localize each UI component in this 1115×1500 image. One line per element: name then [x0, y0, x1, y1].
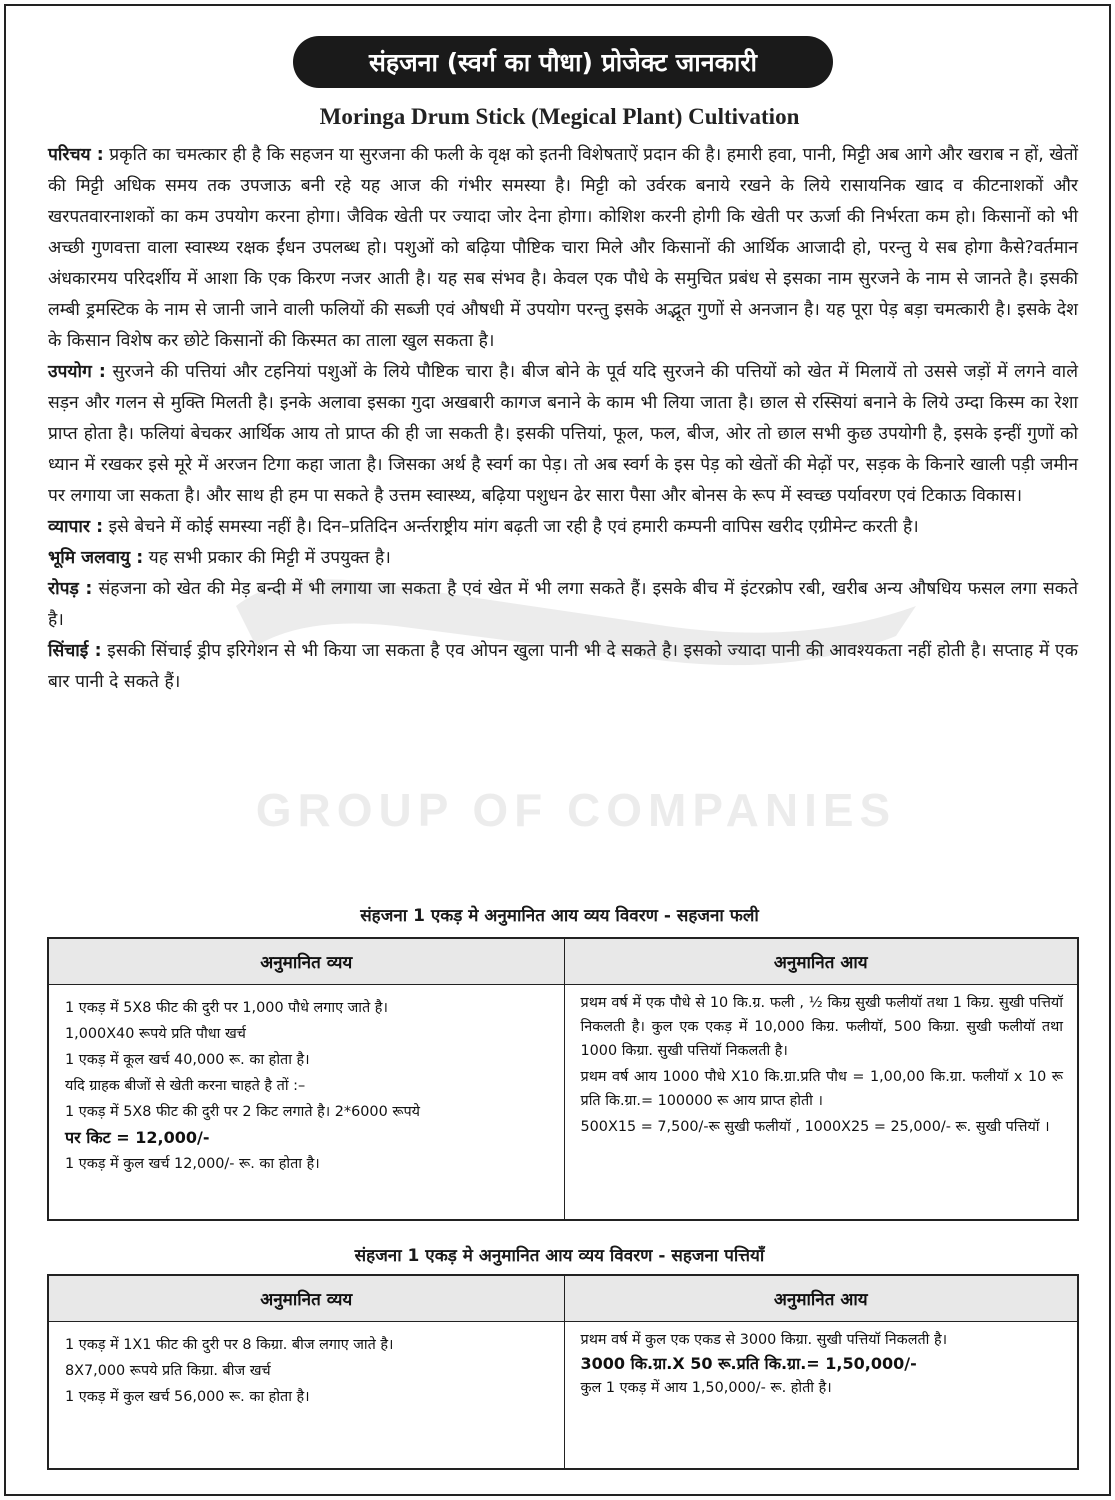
section-text: संहजना को खेत की मेड़ बन्दी में भी लगाया जा सकता है एवं खेत में भी लगा सकते हैं। इसके बीच में इंटरक्रोप रबी, खरीब अन्य औषधिय फसल लगा सकते है।	[48, 579, 1078, 630]
section-label: भूमि जलवायु :	[48, 548, 144, 568]
expense-cell	[48, 984, 564, 1220]
section-label: उपयोग :	[48, 362, 106, 382]
expense-line: 1,000X40 रूपये प्रति पौधा खर्च	[65, 1025, 246, 1042]
expense-line: 1 एकड़ में कूल खर्च 40,000 रू. का होता है।	[65, 1051, 310, 1068]
table2-caption: संहजना 1 एकड़ मे अनुमानित आय व्यय विवरण - सहजना पत्तियाँ	[354, 1246, 765, 1266]
table-row	[48, 1321, 1078, 1469]
income-cell	[564, 984, 1078, 1220]
section-label: व्यापार :	[48, 517, 104, 537]
section-text: प्रकृति का चमत्कार ही है कि सहजन या सुरजना की फली के वृक्ष को इतनी विशेषताऐं प्रदान की है। हमारी हवा, पानी, मिट्टी अब आगे और खराब न हों, खेतों की मिट्टी अधिक समय तक उपजाऊ बनी रहे यह आज की गंभीर समस्या है। मिट्टी को उर्वरक बनाये रखने के लिये रासायनिक खाद व कीटनाशकों और खरपतवारनाशकों का कम उपयोग करना होगा। जैविक खेती पर ज्यादा जोर देना होगा। कोशिश करनी होगी कि खेती पर ऊर्जा की निर्भरता कम हो। किसानों को भी अच्छी गुणवत्ता वाला स्वास्थ्य रक्षक ईंधन उपलब्ध हो। पशुओं को बढ़िया पौष्टिक चारा मिले और किसानों की आर्थिक आजादी हो, परन्तु ये सब होगा कैसे?वर्तमान अंधकारमय परिदर्शीय में आशा कि एक किरण नजर आती है। यह सब संभव है। केवल एक पौधे के समुचित प्रबंध से इसका नाम सुरजने के नाम से जानते है। इसकी लम्बी ड्रमस्टिक के नाम से जानी जाने वाली फलियों की सब्जी एवं औषधी में उपयोग परन्तु इसके अद्भूत गुणों से अनजान है। यह पूरा पेड़ बड़ा चमत्कारी है। इसके देश के किसान विशेष कर छोटे किसानों की किस्मत का ताला खुल सकता है।	[48, 145, 1079, 351]
watermark-text: GROUP OF COMPANIES	[255, 784, 897, 836]
income-cell	[564, 1321, 1078, 1469]
content-body	[48, 140, 1078, 698]
table-header-row	[48, 1275, 1078, 1321]
expense-line: 1 एकड़ में 5X8 फीट की दुरी पर 1,000 पौधे लगाए जाते है।	[65, 999, 388, 1016]
column-header-expense: अनुमानित व्यय	[48, 938, 564, 984]
expense-line: 1 एकड़ में 1X1 फीट की दुरी पर 8 किग्रा. बीज लगाए जाते है।	[65, 1336, 394, 1353]
expense-line: 1 एकड़ में कुल खर्च 56,000 रू. का होता है।	[65, 1388, 310, 1405]
section-business	[48, 512, 1078, 543]
section-text: इसकी सिंचाई ड्रीप इरिगेशन से भी किया जा सकता है एव ओपन खुला पानी भी दे सकते है। इसको ज्यादा पानी की आवश्यकता नहीं होती है। सप्ताह में एक बार पानी दे सकते हैं।	[48, 641, 1078, 692]
table2-leaf-income-expense	[47, 1274, 1079, 1470]
expense-line: 1 एकड़ में 5X8 फीट की दुरी पर 2 किट लगाते है। 2*6000 रूपये	[65, 1103, 421, 1120]
column-header-income: अनुमानित आय	[564, 938, 1078, 984]
section-text: सुरजने की पत्तियां और टहनियां पशुओं के लिये पौष्टिक चारा है। बीज बोने के पूर्व यदि सुरजने की पत्तियों को खेत में मिलायें तो उससे जड़ों में लगने वाले सड़न और गलन से मुक्ति मिलती है। इनके अलावा इसका गुदा अखबारी कागज बनाने के काम भी लिया जाता है। छाल से रस्सियां बनाने के लिये उम्दा किस्म का रेशा प्राप्त होता है। फलियां बेचकर आर्थिक आय तो प्राप्त की ही जा सकती है। इसकी पत्तियां, फूल, फल, बीज, ओर तो छाल सभी कुछ उपयोगी है, इसके इन्हीं गुणों को ध्यान में रखकर इसे मूरे में अरजन टिगा कहा जाता है। जिसका अर्थ है स्वर्ग का पेड़। तो अब स्वर्ग के इस पेड़ को खेतों की मेढ़ों पर, सड़क के किनारे खाली पड़ी जमीन पर लगाया जा सकता है। और साथ ही हम पा सकते है उत्तम स्वास्थ्य, बढ़िया पशुधन ढेर सारा पैसा और बोनस के रूप में स्वच्छ पर्यावरण एवं टिकाऊ विकास।	[48, 362, 1078, 506]
table1-caption: संहजना 1 एकड़ मे अनुमानित आय व्यय विवरण - सहजना फली	[360, 906, 759, 926]
income-line: 500X15 = 7,500/-रू सुखी फलीयॉ , 1000X25 = 25,000/- रू. सुखी पत्तियॉ ।	[580, 1118, 1050, 1135]
section-label: परिचय :	[48, 145, 104, 165]
income-line: प्रथम वर्ष में कुल एक एकड से 3000 किग्रा. सुखी पत्तियॉ निकलती है।	[580, 1331, 948, 1348]
income-line: प्रथम वर्ष में एक पौधे से 10 कि.ग्र. फली , ½ किग्र सुखी फलीयॉ तथा 1 किग्र. सुखी पत्तियॉ निकलती है। कुल एक एकड़ में 10,000 किग्र. फलीयॉ, 500 किग्रा. सुखी फलीयॉ तथा 1000 किग्रा. सुखी पत्तियॉ निकलती है।	[580, 994, 1063, 1059]
expense-cell	[48, 1321, 564, 1469]
income-line: 3000 कि.ग्रा.X 50 रू.प्रति कि.ग्रा.= 1,50,000/-	[580, 1353, 917, 1373]
section-usage	[48, 357, 1078, 512]
income-line: प्रथम वर्ष आय 1000 पौधे X10 कि.ग्रा.प्रति पौध = 1,00,00 कि.ग्रा. फलीयॉ x 10 रू प्रति कि.ग्रा.= 100000 रू आय प्राप्त होती ।	[580, 1068, 1063, 1109]
section-intro	[48, 140, 1078, 357]
document-page	[4, 4, 1111, 1496]
column-header-income: अनुमानित आय	[564, 1275, 1078, 1321]
column-header-expense: अनुमानित व्यय	[48, 1275, 564, 1321]
section-soil	[48, 543, 1078, 574]
expense-line: यदि ग्राहक बीजों से खेती करना चाहते है तों :–	[65, 1077, 306, 1094]
table-row	[48, 984, 1078, 1220]
section-text: यह सभी प्रकार की मिट्टी में उपयुक्त है।	[143, 548, 391, 568]
page-title: संहजना (स्वर्ग का पौधा) प्रोजेक्ट जानकारी	[293, 36, 833, 88]
section-text: इसे बेचने में कोई समस्या नहीं है। दिन–प्रतिदिन अर्न्तराष्ट्रीय मांग बढ़ती जा रही है एवं हमारी कम्पनी वापिस खरीद एग्रीमेन्ट करती है।	[103, 517, 919, 537]
table-header-row	[48, 938, 1078, 984]
section-irrigation	[48, 636, 1078, 698]
section-label: सिंचाई :	[48, 641, 102, 661]
table1-pod-income-expense	[47, 937, 1079, 1221]
expense-line: 8X7,000 रूपये प्रति किग्रा. बीज खर्च	[65, 1362, 271, 1379]
expense-line: 1 एकड़ में कुल खर्च 12,000/- रू. का होता है।	[65, 1155, 320, 1172]
section-planting	[48, 574, 1078, 636]
page-subtitle: Moringa Drum Stick (Megical Plant) Cultivation	[319, 104, 800, 129]
income-line: कुल 1 एकड़ में आय 1,50,000/- रू. होती है।	[580, 1379, 832, 1396]
expense-line: पर किट = 12,000/-	[65, 1127, 210, 1147]
section-label: रोपड़ :	[48, 579, 93, 599]
